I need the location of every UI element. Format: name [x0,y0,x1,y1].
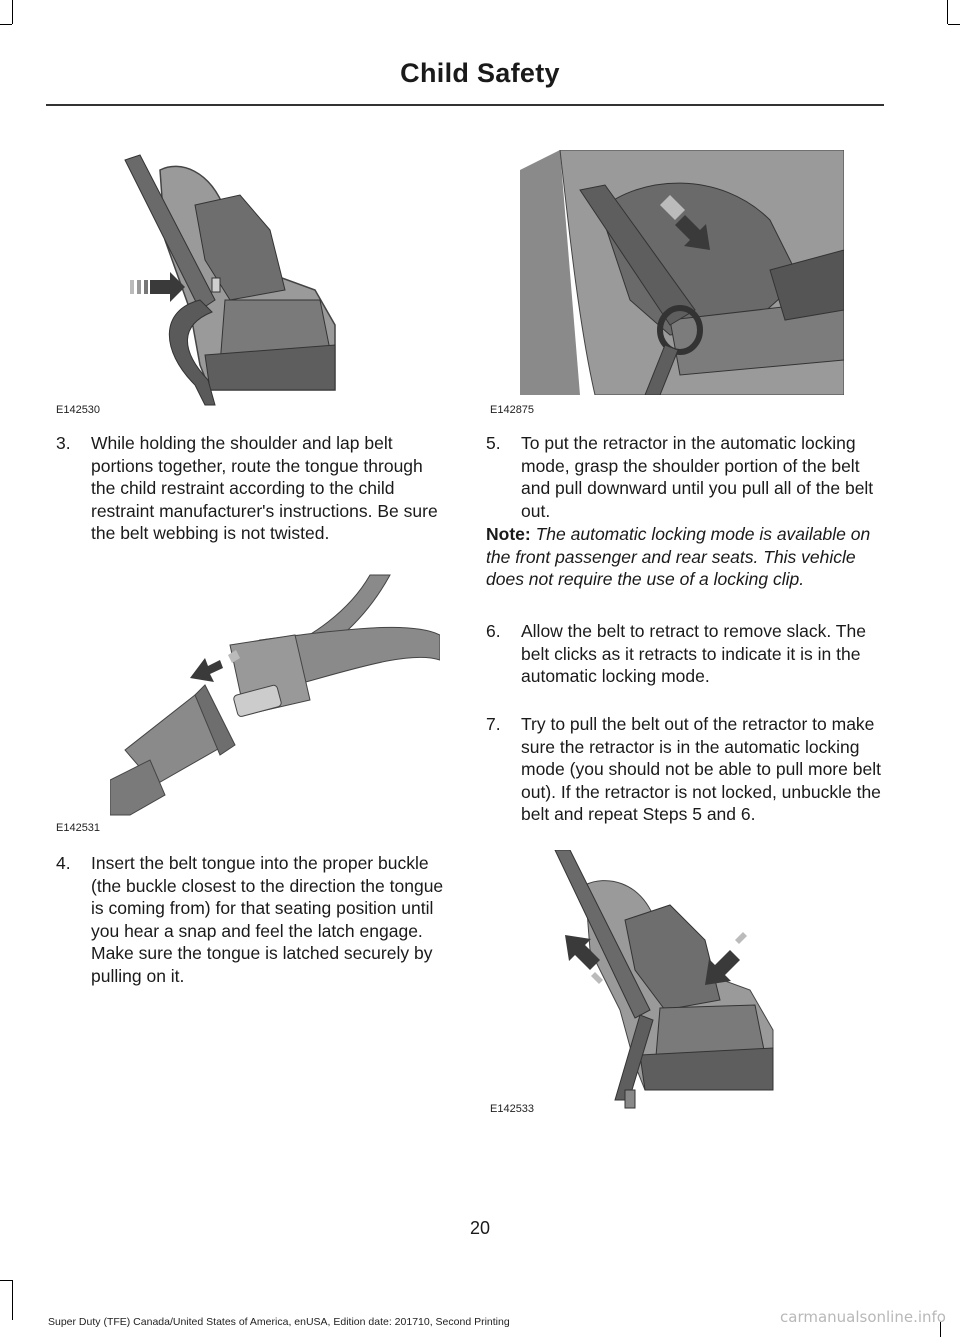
figure-label: E142875 [490,404,535,416]
figure-check-retractor-lock [545,850,785,1112]
figure-belt-tongue-buckle [110,570,440,820]
instruction-step [56,852,451,987]
instruction-step [486,432,884,522]
crop-mark-top-left-v [12,0,13,24]
step-number: 7. [486,714,501,734]
footer-edition-text: Super Duty (TFE) Canada/United States of America, enUSA, Edition date: 201710, Second Printing [48,1316,510,1328]
crop-mark-top-right-v [947,0,948,24]
figure-label: E142530 [56,404,101,416]
note-label: Note: [486,524,531,544]
figure-label: E142531 [56,822,101,834]
page-number: 20 [469,1218,491,1238]
crop-mark-bottom-left-h [0,1280,12,1281]
crop-mark-top-left-h [0,24,12,25]
step-number: 5. [486,433,501,453]
instruction-step [486,620,884,688]
figure-label: E142533 [490,1103,535,1115]
crop-mark-bottom-left-v [12,1280,13,1320]
instruction-step [486,713,884,826]
step-text: To put the retractor in the automatic locking mode, grasp the shoulder portion of the belt and pull downward until you pull all of the belt out. [521,433,874,521]
header-divider [46,104,884,106]
step-text: While holding the shoulder and lap belt portions together, route the tongue through the child restraint according to the child restraint manufacturer's instructions. Be sure the belt webbing is not twisted. [91,433,438,543]
watermark: carmanualsonline.info [780,1308,946,1326]
page-title: Child Safety [400,58,560,88]
step-number: 6. [486,621,501,641]
step-number: 3. [56,433,71,453]
figure-pull-shoulder-belt [520,150,844,395]
step-text: Try to pull the belt out of the retractor to make sure the retractor is in the automatic locking mode (you should not be able to pull more belt out). If the retractor is not locked, unbuckle the belt and repeat Steps 5 and 6. [521,714,881,824]
instruction-step [56,432,451,545]
note-text: The automatic locking mode is available on the front passenger and rear seats. This vehicle does not require the use of a locking clip. [486,524,871,589]
crop-mark-top-right-h [948,24,960,25]
step-number: 4. [56,853,71,873]
note-block [486,523,884,591]
figure-child-seat-route-belt [120,150,350,412]
step-text: Allow the belt to retract to remove slack. The belt clicks as it retracts to indicate it is in the automatic locking mode. [521,621,866,686]
step-text: Insert the belt tongue into the proper buckle (the buckle closest to the direction the tongue is coming from) for that seating position until you hear a snap and feel the latch engage. Make sure the tongue is latched securely by pulling on it. [91,853,444,986]
